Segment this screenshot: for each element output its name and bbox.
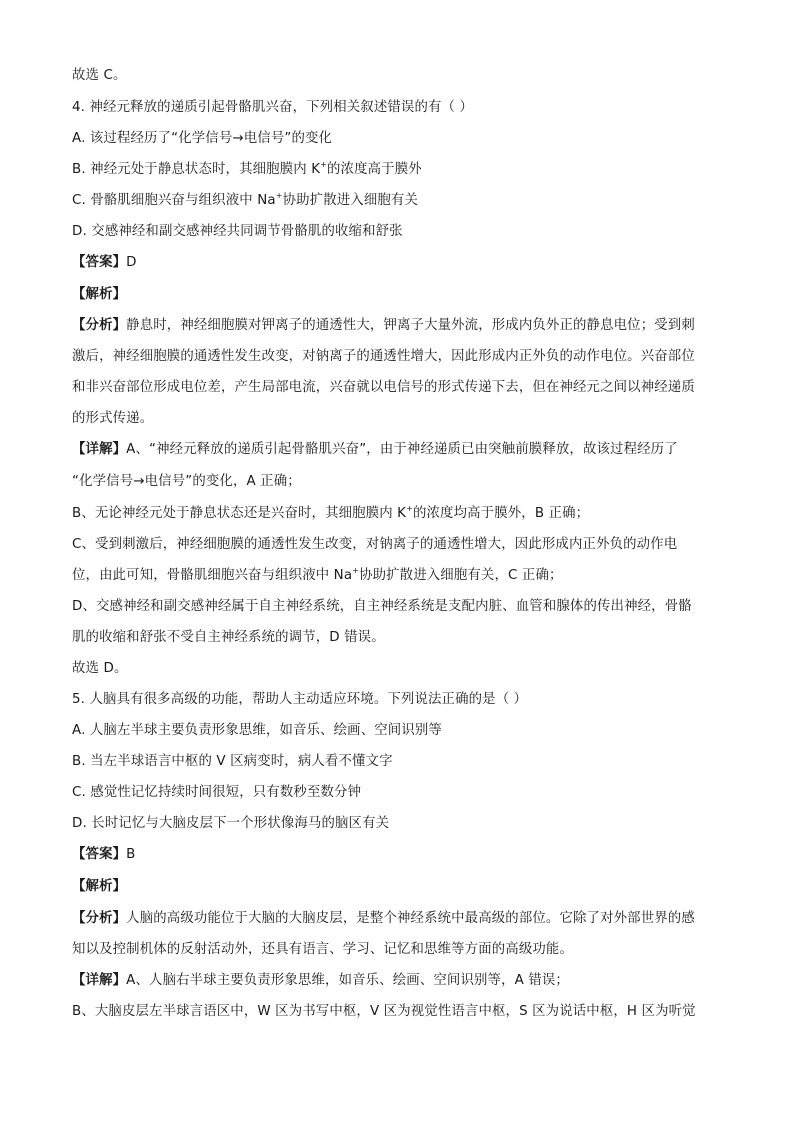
analysis-line: 【分析】静息时，神经细胞膜对钾离子的通透性大，钾离子大量外流，形成内负外正的静息电位；受到刺 [72, 318, 695, 333]
detail-line: 【详解】A、人脑右半球主要负责形象思维，如音乐、绘画、空间识别等，A 错误； [72, 973, 569, 988]
text-line: 知以及控制机体的反射活动外，还具有语言、学习、记忆和思维等方面的高级功能。 [72, 942, 574, 957]
option-b: B. 当左半球语言中枢的 V 区病变时，病人看不懂文字 [72, 754, 393, 769]
question-5-stem: 5. 人脑具有很多高级的功能，帮助人主动适应环境。下列说法正确的是（ ） [72, 692, 528, 707]
option-d: D. 长时记忆与大脑皮层下一个形状像海马的脑区有关 [72, 816, 390, 831]
text-line: “化学信号→电信号”的变化，A 正确； [72, 474, 301, 489]
analysis-heading: 【解析】 [72, 287, 127, 302]
option-a: A. 人脑左半球主要负责形象思维，如音乐、绘画、空间识别等 [72, 723, 442, 738]
text-line: 和非兴奋部位形成电位差，产生局部电流，兴奋就以电信号的形式传递下去，但在神经元之间以神经递质 [72, 380, 695, 395]
text-line: C、受到刺激后，神经细胞膜的通透性发生改变，对钠离子的通透性增大，因此形成内正外负的动作电 [72, 537, 678, 552]
option-c: C. 感觉性记忆持续时间很短，只有数秒至数分钟 [72, 785, 362, 800]
text-line: D、交感神经和副交感神经属于自主神经系统，自主神经系统是支配内脏、血管和腺体的传出神经，骨骼 [72, 599, 692, 614]
text-line: 故选 C。 [72, 68, 127, 83]
option-a: A. 该过程经历了“化学信号→电信号”的变化 [72, 131, 333, 146]
option-b: B. 神经元处于静息状态时，其细胞膜内 K+的浓度高于膜外 [72, 160, 422, 177]
answer-line: 【答案】B [72, 847, 136, 862]
option-d: D. 交感神经和副交感神经共同调节骨骼肌的收缩和舒张 [72, 224, 403, 239]
detail-line: 【详解】A、“神经元释放的递质引起骨骼肌兴奋”，由于神经递质已由突触前膜释放，故该过程经历了 [72, 442, 678, 457]
text-line: 故选 D。 [72, 661, 128, 676]
option-c: C. 骨骼肌细胞兴奋与组织液中 Na+协助扩散进入细胞有关 [72, 191, 418, 208]
text-line: B、大脑皮层左半球言语区中，W 区为书写中枢，V 区为视觉性语言中枢，S 区为说话中枢，H 区为听觉 [72, 1004, 696, 1019]
answer-line: 【答案】D [72, 255, 137, 270]
text-line: B、无论神经元处于静息状态还是兴奋时，其细胞膜内 K+的浓度均高于膜外，B 正确； [72, 504, 590, 521]
text-line: 肌的收缩和舒张不受自主神经系统的调节，D 错误。 [72, 630, 385, 645]
analysis-heading: 【解析】 [72, 879, 127, 894]
text-line: 的形式传递。 [72, 411, 154, 426]
question-4-stem: 4. 神经元释放的递质引起骨骼肌兴奋，下列相关叙述错误的有（ ） [72, 100, 474, 115]
analysis-line: 【分析】人脑的高级功能位于大脑的大脑皮层，是整个神经系统中最高级的部位。它除了对外部世界的感 [72, 911, 695, 926]
text-line: 位，由此可知，骨骼肌细胞兴奋与组织液中 Na+协助扩散进入细胞有关，C 正确； [72, 566, 563, 583]
text-line: 激后，神经细胞膜的通透性发生改变，对钠离子的通透性增大，因此形成内正外负的动作电位。兴奋部位 [72, 349, 695, 364]
